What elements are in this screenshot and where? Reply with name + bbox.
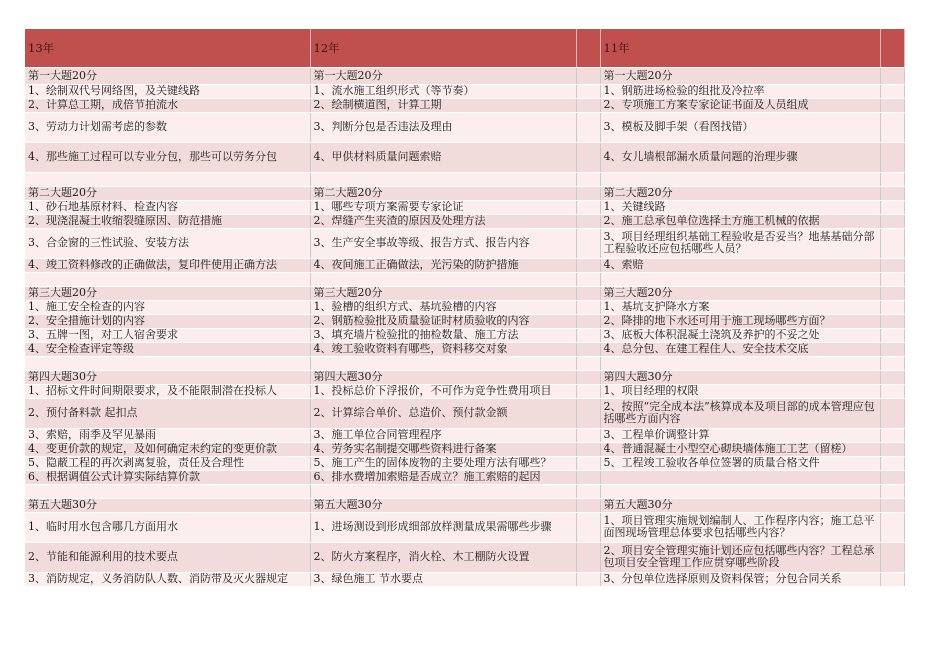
cell-2011: 第三大题20分 <box>600 286 880 300</box>
cell-2013: 4、变更价款的规定，及如何确定未约定的变更价款 <box>25 442 310 456</box>
cell-2012: 第四大题30分 <box>310 370 576 384</box>
table-row <box>25 342 904 356</box>
cell-2013: 3、索赔，雨季及罕见暴雨 <box>25 428 310 442</box>
table-row <box>25 214 904 228</box>
spacer-cell <box>576 456 600 470</box>
cell-2013: 4、那些施工过程可以专业分包，那些可以劳务分包 <box>25 142 310 172</box>
spacer-cell <box>576 342 600 356</box>
cell-2013: 第二大题20分 <box>25 186 310 200</box>
cell-2013: 1、绘制双代号网络图，及关键线路 <box>25 84 310 98</box>
cell-2013: 2、预付备料款 起扣点 <box>25 398 310 428</box>
cell-2013: 3、劳动力计划需考虑的参数 <box>25 112 310 142</box>
spacer-cell <box>576 470 600 484</box>
spacer-cell <box>880 112 904 142</box>
spacer-cell <box>880 542 904 572</box>
spacer-cell <box>576 328 600 342</box>
cell-2013: 2、现浇混凝土收缩裂缝原因、防范措施 <box>25 214 310 228</box>
cell-2013: 1、招标文件时间期限要求，及不能限制潜在投标人 <box>25 384 310 398</box>
cell-2011: 3、工程单价调整计算 <box>600 428 880 442</box>
table-row <box>25 200 904 214</box>
table-row <box>25 572 904 586</box>
cell-2013: 4、安全检查评定等级 <box>25 342 310 356</box>
cell-2012: 4、夜间施工正确做法，光污染的防护措施 <box>310 258 576 272</box>
spacer-cell <box>880 456 904 470</box>
cell-2011: 第五大题30分 <box>600 498 880 512</box>
spacer-cell <box>880 328 904 342</box>
cell-2011: 4、索赔 <box>600 258 880 272</box>
spacer-cell <box>576 398 600 428</box>
cell-2012: 3、施工单位合同管理程序 <box>310 428 576 442</box>
cell-2012: 3、填充墙片检验批的抽检数量、施工方法 <box>310 328 576 342</box>
spacer-cell <box>576 428 600 442</box>
cell-2012: 2、防火方案程序，消火栓、木工棚防火设置 <box>310 542 576 572</box>
spacer-cell <box>576 84 600 98</box>
cell-2012: 2、绘制横道图，计算工期 <box>310 98 576 112</box>
cell-2011: 1、项目管理实施规划编制人、工作程序内容；施工总平面图现场管理总体要求包括哪些内容？ <box>600 512 880 542</box>
cell-2013: 第一大题20分 <box>25 67 310 84</box>
spacer-cell <box>880 186 904 200</box>
table-body <box>25 29 904 586</box>
table-row <box>25 442 904 456</box>
cell-2011: 5、工程竣工验收各单位签署的质量合格文件 <box>600 456 880 470</box>
cell-2011: 2、按照“完全成本法”核算成本及项目部的成本管理应包括哪些方面内容 <box>600 398 880 428</box>
spacer-cell <box>576 484 600 498</box>
spacer-cell <box>576 512 600 542</box>
cell-2011: 第一大题20分 <box>600 67 880 84</box>
cell-2013: 1、施工安全检查的内容 <box>25 300 310 314</box>
spacer-cell <box>880 67 904 84</box>
spacer-row <box>25 484 904 498</box>
cell-2012: 1、验槽的组织方式、基坑验槽的内容 <box>310 300 576 314</box>
spacer-cell <box>576 384 600 398</box>
cell-2011: 4、普通混凝土小型空心砌块墙体施工工艺（留槎） <box>600 442 880 456</box>
cell-2012 <box>310 272 576 286</box>
spacer-cell <box>880 172 904 186</box>
table-row <box>25 228 904 258</box>
table-row <box>25 112 904 142</box>
table-row <box>25 258 904 272</box>
header-spacer-cell <box>880 29 904 67</box>
cell-2012: 2、焊缝产生夹渣的原因及处理方法 <box>310 214 576 228</box>
table-row <box>25 542 904 572</box>
cell-2011 <box>600 470 880 484</box>
cell-2013 <box>25 272 310 286</box>
spacer-cell <box>880 84 904 98</box>
cell-2011: 3、分包单位选择原则及资料保管；分包合同关系 <box>600 572 880 586</box>
spacer-cell <box>880 272 904 286</box>
spacer-row <box>25 272 904 286</box>
spacer-cell <box>576 314 600 328</box>
cell-2012: 第五大题30分 <box>310 498 576 512</box>
cell-2012: 3、生产安全事故等级、报告方式、报告内容 <box>310 228 576 258</box>
spacer-cell <box>576 67 600 84</box>
cell-2012: 第二大题20分 <box>310 186 576 200</box>
cell-2013: 1、临时用水包含哪几方面用水 <box>25 512 310 542</box>
cell-2013 <box>25 172 310 186</box>
cell-2013: 1、砂石地基原材料、检查内容 <box>25 200 310 214</box>
spacer-row <box>25 356 904 370</box>
cell-2012 <box>310 172 576 186</box>
spacer-cell <box>880 228 904 258</box>
cell-2012: 第三大题20分 <box>310 286 576 300</box>
cell-2012: 5、施工产生的固体废物的主要处理方法有哪些？ <box>310 456 576 470</box>
cell-2012: 1、进场测设到形成细部放样测量成果需哪些步骤 <box>310 512 576 542</box>
spacer-cell <box>880 98 904 112</box>
spacer-cell <box>576 272 600 286</box>
table-row <box>25 512 904 542</box>
spacer-cell <box>576 228 600 258</box>
cell-2011: 1、关键线路 <box>600 200 880 214</box>
table-row <box>25 286 904 300</box>
spacer-cell <box>880 286 904 300</box>
table-row <box>25 84 904 98</box>
spacer-cell <box>576 300 600 314</box>
spacer-cell <box>576 186 600 200</box>
cell-2013: 4、竣工资料修改的正确做法，复印件使用正确方法 <box>25 258 310 272</box>
header-cell-12: 12年 <box>310 29 576 67</box>
cell-2011 <box>600 484 880 498</box>
cell-2011: 1、项目经理的权限 <box>600 384 880 398</box>
spacer-row <box>25 172 904 186</box>
spacer-cell <box>880 142 904 172</box>
cell-2013 <box>25 356 310 370</box>
spacer-cell <box>576 498 600 512</box>
cell-2012: 2、计算综合单价、总造价、预付款金额 <box>310 398 576 428</box>
spacer-cell <box>880 572 904 586</box>
table-row <box>25 498 904 512</box>
cell-2012: 3、判断分包是否违法及理由 <box>310 112 576 142</box>
cell-2012: 第一大题20分 <box>310 67 576 84</box>
cell-2013: 2、计算总工期，成倍节拍流水 <box>25 98 310 112</box>
spacer-cell <box>576 200 600 214</box>
table-row <box>25 456 904 470</box>
spacer-cell <box>576 370 600 384</box>
cell-2013: 第三大题20分 <box>25 286 310 300</box>
table-row <box>25 328 904 342</box>
cell-2012: 2、钢筋检验批及质量验证时材质验收的内容 <box>310 314 576 328</box>
header-cell-13: 13年 <box>25 29 310 67</box>
cell-2012: 1、哪些专项方案需要专家论证 <box>310 200 576 214</box>
cell-2013: 3、合金窗的三性试验、安装方法 <box>25 228 310 258</box>
header-spacer-cell <box>576 29 600 67</box>
cell-2012: 1、流水施工组织形式（等节奏） <box>310 84 576 98</box>
cell-2011: 1、钢筋进场检验的组批及冷拉率 <box>600 84 880 98</box>
spacer-cell <box>576 542 600 572</box>
spacer-cell <box>576 572 600 586</box>
table-row <box>25 384 904 398</box>
spacer-cell <box>576 356 600 370</box>
cell-2013: 3、五牌一图，对工人宿舍要求 <box>25 328 310 342</box>
spacer-cell <box>576 98 600 112</box>
cell-2013: 2、节能和能源利用的技术要点 <box>25 542 310 572</box>
spacer-cell <box>880 300 904 314</box>
cell-2011: 1、基坑支护降水方案 <box>600 300 880 314</box>
cell-2011: 4、女儿墙根部漏水质量问题的治理步骤 <box>600 142 880 172</box>
spacer-cell <box>880 470 904 484</box>
table-row <box>25 186 904 200</box>
table-row <box>25 428 904 442</box>
header-row <box>25 29 904 67</box>
cell-2013: 第四大题30分 <box>25 370 310 384</box>
spacer-cell <box>880 214 904 228</box>
cell-2012: 3、绿色施工 节水要点 <box>310 572 576 586</box>
spacer-cell <box>880 314 904 328</box>
cell-2013 <box>25 484 310 498</box>
cell-2011: 第二大题20分 <box>600 186 880 200</box>
table-row <box>25 314 904 328</box>
spacer-cell <box>880 384 904 398</box>
table-row <box>25 142 904 172</box>
cell-2011 <box>600 272 880 286</box>
cell-2011: 2、专项施工方案专家论证书面及人员组成 <box>600 98 880 112</box>
table-row <box>25 300 904 314</box>
spacer-cell <box>576 286 600 300</box>
spacer-cell <box>880 428 904 442</box>
cell-2011: 2、项目安全管理实施计划还应包括哪些内容？工程总承包项目安全管理工作应贯穿哪些阶段 <box>600 542 880 572</box>
cell-2011 <box>600 356 880 370</box>
cell-2012: 1、投标总价下浮报价，不可作为竞争性费用项目 <box>310 384 576 398</box>
cell-2013: 第五大题30分 <box>25 498 310 512</box>
cell-2012: 4、甲供材料质量问题索赔 <box>310 142 576 172</box>
spacer-cell <box>576 172 600 186</box>
cell-2011: 3、项目经理组织基础工程验收是否妥当？地基基础分部工程验收还应包括哪些人员？ <box>600 228 880 258</box>
spacer-cell <box>880 200 904 214</box>
spacer-cell <box>576 214 600 228</box>
spacer-cell <box>576 112 600 142</box>
cell-2013: 3、消防规定，义务消防队人数、消防带及灭火器规定 <box>25 572 310 586</box>
cell-2012 <box>310 484 576 498</box>
cell-2011: 2、降排的地下水还可用于施工现场哪些方面？ <box>600 314 880 328</box>
cell-2011: 3、模板及脚手架（看图找错） <box>600 112 880 142</box>
cell-2013: 5、隐蔽工程的再次剥离复验，责任及合理性 <box>25 456 310 470</box>
spacer-cell <box>880 342 904 356</box>
table-row <box>25 398 904 428</box>
cell-2011: 第四大题30分 <box>600 370 880 384</box>
cell-2012: 4、劳务实名制提交哪些资料进行备案 <box>310 442 576 456</box>
cell-2011: 3、底板大体积混凝土浇筑及养护的不妥之处 <box>600 328 880 342</box>
table-row <box>25 67 904 84</box>
spacer-cell <box>576 258 600 272</box>
cell-2011 <box>600 172 880 186</box>
table-row <box>25 98 904 112</box>
spacer-cell <box>880 484 904 498</box>
cell-2012: 6、排水费增加索赔是否成立？施工索赔的起因 <box>310 470 576 484</box>
spacer-cell <box>576 442 600 456</box>
cell-2012: 4、竣工验收资料有哪些，资料移交对象 <box>310 342 576 356</box>
cell-2011: 2、施工总承包单位选择土方施工机械的依据 <box>600 214 880 228</box>
spacer-cell <box>880 356 904 370</box>
spacer-cell <box>880 258 904 272</box>
spacer-cell <box>880 398 904 428</box>
spacer-cell <box>880 512 904 542</box>
cell-2013: 2、安全措施计划的内容 <box>25 314 310 328</box>
cell-2011: 4、总分包、在建工程住人、安全技术交底 <box>600 342 880 356</box>
spacer-cell <box>880 370 904 384</box>
spacer-cell <box>880 498 904 512</box>
header-cell-11: 11年 <box>600 29 880 67</box>
table-row <box>25 370 904 384</box>
table-row <box>25 470 904 484</box>
cell-2013: 6、根据调值公式计算实际结算价款 <box>25 470 310 484</box>
cell-2012 <box>310 356 576 370</box>
spacer-cell <box>576 142 600 172</box>
exam-topics-table <box>25 29 905 587</box>
spacer-cell <box>880 442 904 456</box>
